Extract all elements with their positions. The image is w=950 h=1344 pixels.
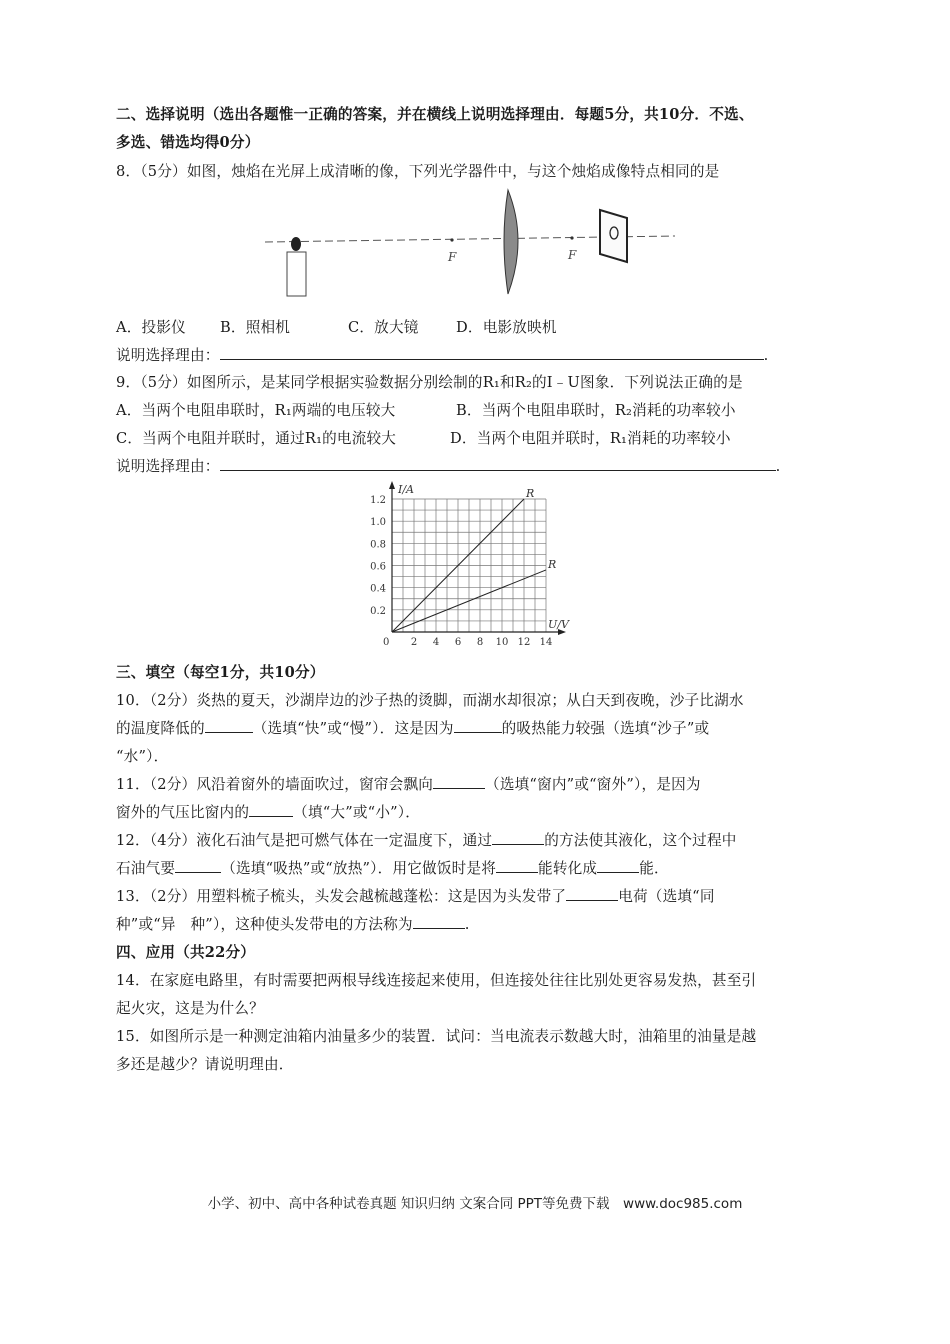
q10-line3: “水”）．: [116, 748, 169, 765]
q12-text-f: 能．: [639, 860, 669, 877]
q13-line2: [116, 913, 470, 934]
q11-line1: [116, 773, 701, 794]
footer-text: 小学、初中、高中各种试卷真题 知识归纳 文案合同 PPT等免费下载 www.doc985.com: [207, 1196, 743, 1212]
q9-stem: 9．（5分）如图所示，是某同学根据实验数据分别绘制的R₁和R₂的I﹣U图象．下列说法正确的是: [116, 374, 743, 391]
q8-reason-label: 说明选择理由：: [116, 347, 220, 364]
x-tick-label: 6: [454, 637, 462, 648]
q15-line2: 多还是越少？请说明理由．: [116, 1056, 294, 1073]
y-tick-label: 1.0: [370, 517, 386, 529]
q14-line2: 起火灾，这是为什么？: [116, 1000, 264, 1017]
section2-heading-line1: 二、选择说明（选出各题惟一正确的答案，并在横线上说明选择理由．每题5分，共10分．不选、: [116, 106, 754, 123]
q9-reason-blank[interactable]: [220, 455, 776, 471]
x-tick-label: 2: [410, 637, 418, 648]
q13-text-d: .: [464, 916, 470, 933]
q8-option-c: C．放大镜: [348, 319, 419, 336]
q10-blank-1[interactable]: [205, 717, 253, 733]
q12-blank-1[interactable]: [492, 829, 544, 845]
section2-heading-line2: 多选、错选均得0分）: [116, 134, 260, 151]
q14-line1: 14．在家庭电路里，有时需要把两根导线连接起来使用，但连接处往往比别处更容易发热，甚至引: [116, 972, 757, 989]
q9-reason-label: 说明选择理由：: [116, 458, 220, 475]
q10-text-b: （选填“快”或“慢”）．这是因为: [252, 720, 454, 737]
q9-option-d: D．当两个电阻并联时，R₁消耗的功率较小: [450, 430, 731, 447]
q8-reason-line: [116, 344, 768, 365]
focus-point-right: [570, 236, 573, 239]
section3-heading: 三、填空（每空1分，共10分）: [116, 664, 325, 681]
q12-blank-3[interactable]: [496, 857, 538, 873]
q9-reason-end: .: [775, 458, 781, 475]
q15-line1: 15．如图所示是一种测定油箱内油量多少的装置．试问：当电流表示数越大时，油箱里的油量是越: [116, 1028, 757, 1045]
section4-heading: 四、应用（共22分）: [116, 944, 256, 961]
candle-body: [287, 252, 306, 296]
q13-text-c: 种”或“异 种”），这种使头发带电的方法称为: [116, 916, 413, 933]
q10-blank-2[interactable]: [454, 717, 502, 733]
x-tick-label: 14: [539, 637, 553, 648]
chart-ticks: [370, 495, 552, 648]
q12-blank-4[interactable]: [597, 857, 639, 873]
q11-blank-1[interactable]: [433, 773, 485, 789]
q12-text-a: 12．（4分）液化石油气是把可燃气体在一定温度下，通过: [116, 832, 493, 849]
x-tick-label: 10: [495, 637, 509, 648]
y-tick-label: 0.6: [370, 561, 386, 573]
q12-line1: [116, 829, 737, 850]
q8-option-d: D．电影放映机: [456, 319, 557, 336]
q8-option-b: B．照相机: [220, 319, 291, 336]
x-tick-label: 12: [517, 637, 531, 648]
iu-chart: [360, 474, 590, 652]
series-label-1: R: [526, 487, 535, 500]
q13-blank-1[interactable]: [566, 885, 618, 901]
q11-line2: [116, 801, 420, 822]
focus-label-right: F: [568, 248, 577, 262]
screen: [600, 210, 627, 262]
q11-blank-2[interactable]: [249, 801, 293, 817]
y-tick-label: 0.8: [370, 539, 386, 551]
q9-option-c: C．当两个电阻并联时，通过R₁的电流较大: [116, 430, 397, 447]
q8-option-a: A．投影仪: [116, 319, 186, 336]
q11-text-d: （填“大”或“小”）．: [293, 804, 421, 821]
q12-blank-2[interactable]: [175, 857, 221, 873]
chart-series: [392, 487, 556, 632]
q10-text-a: 的温度降低的: [116, 720, 205, 737]
chart-grid: [392, 499, 546, 632]
q13-text-b: 电荷（选填“同: [618, 888, 715, 905]
y-tick-label: 0.2: [370, 605, 386, 617]
focus-point-left: [450, 238, 453, 241]
q12-text-d: （选填“吸热”或“放热”）．用它做饭时是将: [221, 860, 497, 877]
q9-option-a: A．当两个电阻串联时，R₁两端的电压较大: [116, 402, 396, 419]
q11-text-b: （选填“窗内”或“窗外”），是因为: [485, 776, 701, 793]
q13-text-a: 13．（2分）用塑料梳子梳头，头发会越梳越蓬松：这是因为头发带了: [116, 888, 567, 905]
q11-text-a: 11．（2分）风沿着窗外的墙面吹过，窗帘会飘向: [116, 776, 434, 793]
x-tick-label: 4: [432, 637, 440, 648]
q10-line2: [116, 717, 709, 738]
q8-reason-end: .: [763, 347, 769, 364]
series-label-2: R: [548, 557, 557, 571]
candle-flame: [291, 237, 301, 251]
q8-reason-blank[interactable]: [220, 344, 764, 360]
x-tick-label: 8: [476, 637, 484, 648]
focus-label-left: F: [448, 250, 457, 264]
q12-text-e: 能转化成: [538, 860, 598, 877]
q8-stem: 8．（5分）如图，烛焰在光屏上成清晰的像，下列光学器件中，与这个烛焰成像特点相同的是: [116, 163, 720, 180]
q12-text-c: 石油气要: [116, 860, 176, 877]
q11-text-c: 窗外的气压比窗内的: [116, 804, 250, 821]
chart-axes: [389, 481, 570, 635]
origin-label: 0: [383, 637, 390, 648]
q9-option-b: B．当两个电阻串联时，R₂消耗的功率较小: [456, 402, 736, 419]
q10-line1: 10．（2分）炎热的夏天，沙湖岸边的沙子热的烫脚，而湖水却很凉；从白天到夜晚，沙子比湖水: [116, 692, 744, 709]
x-axis-label: U/V: [548, 618, 569, 631]
y-axis-label: I/A: [398, 483, 414, 496]
q10-text-c: 的吸热能力较强（选填“沙子”或: [501, 720, 710, 737]
y-tick-label: 1.2: [370, 495, 386, 506]
q12-line2: [116, 857, 669, 878]
convex-lens: [504, 190, 518, 294]
q9-reason-line: [116, 455, 780, 476]
y-tick-label: 0.4: [370, 583, 386, 595]
q13-line1: [116, 885, 715, 906]
q8-optics-figure: [260, 186, 680, 298]
y-axis-arrow: [389, 481, 395, 489]
q13-blank-2[interactable]: [413, 913, 465, 929]
q12-text-b: 的方法使其液化，这个过程中: [544, 832, 737, 849]
